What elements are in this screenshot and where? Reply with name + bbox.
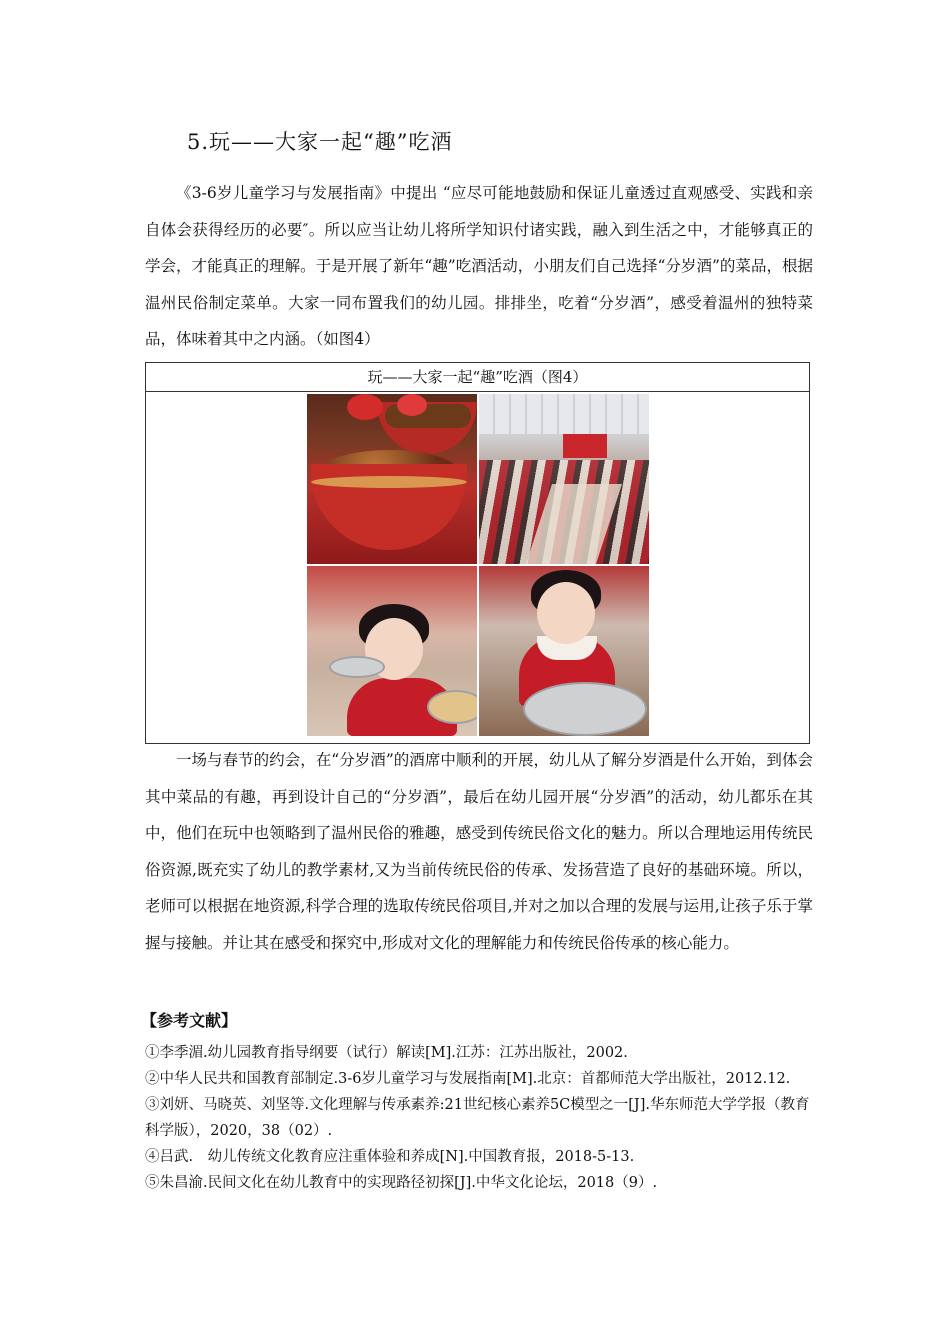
photo-food-bowls [307, 394, 477, 564]
photo-dining-hall [479, 394, 649, 564]
references-heading: 【参考文献】 [141, 1011, 238, 1030]
reference-item: ③刘妍、马晓英、刘坚等.文化理解与传承素养:21世纪核心素养5C模型之一[J].华东师范大学学报（教育科学版），2020，38（02）. [145, 1097, 810, 1139]
figure-caption: 玩——大家一起“趣”吃酒（图4） [146, 363, 809, 392]
paragraph-intro: 《3-6岁儿童学习与发展指南》中提出 “应尽可能地鼓励和保证儿童透过直观感受、实践和亲自体会获得经历的必要″。所以应当让幼儿将所学知识付诸实践，融入到生活之中，才能够真正的学会，才能真正的理解。于是开展了新年“趣”吃酒活动，小朋友们自己选择“分岁酒”的菜品，根据温州民俗制定菜单。大家一同布置我们的幼儿园。排排坐，吃着“分岁酒”，感受着温州的独特菜品，体味着其中之内涵。（如图4） [145, 184, 813, 348]
reference-item: ②中华人民共和国教育部制定.3-6岁儿童学习与发展指南[M].北京：首都师范大学出版社，2012.12. [145, 1071, 791, 1087]
paragraph-conclusion: 一场与春节的约会，在“分岁酒”的酒席中顺利的开展，幼儿从了解分岁酒是什么开始，到体会其中菜品的有趣，再到设计自己的“分岁酒”，最后在幼儿园开展“分岁酒”的活动，幼儿都乐在其中，他们在玩中也领略到了温州民俗的雅趣，感受到传统民俗文化的魅力。所以合理地运用传统民俗资源,既充实了幼儿的教学素材,又为当前传统民俗的传承、发扬营造了良好的基础环境。所以，老师可以根据在地资源,科学合理的选取传统民俗项目,并对之加以合理的发展与运用,让孩子乐于掌握与接触。并让其在感受和探究中,形成对文化的理解能力和传统民俗传承的核心能力。 [145, 751, 813, 952]
figure-box [145, 362, 810, 744]
section-title: 5.玩——大家一起“趣”吃酒 [187, 130, 453, 154]
photo-child-v-sign [479, 566, 649, 736]
reference-item: ④吕武. 幼儿传统文化教育应注重体验和养成[N].中国教育报，2018-5-13. [145, 1149, 635, 1165]
reference-item: ①李季湄.幼儿园教育指导纲要（试行）解读[M].江苏：江苏出版社，2002. [145, 1045, 628, 1061]
photo-grid [307, 394, 649, 736]
references-list [145, 1040, 813, 1196]
reference-item: ⑤朱昌渝.民间文化在幼儿教育中的实现路径初探[J].中华文化论坛，2018（9）. [145, 1175, 658, 1191]
photo-child-eating [307, 566, 477, 736]
